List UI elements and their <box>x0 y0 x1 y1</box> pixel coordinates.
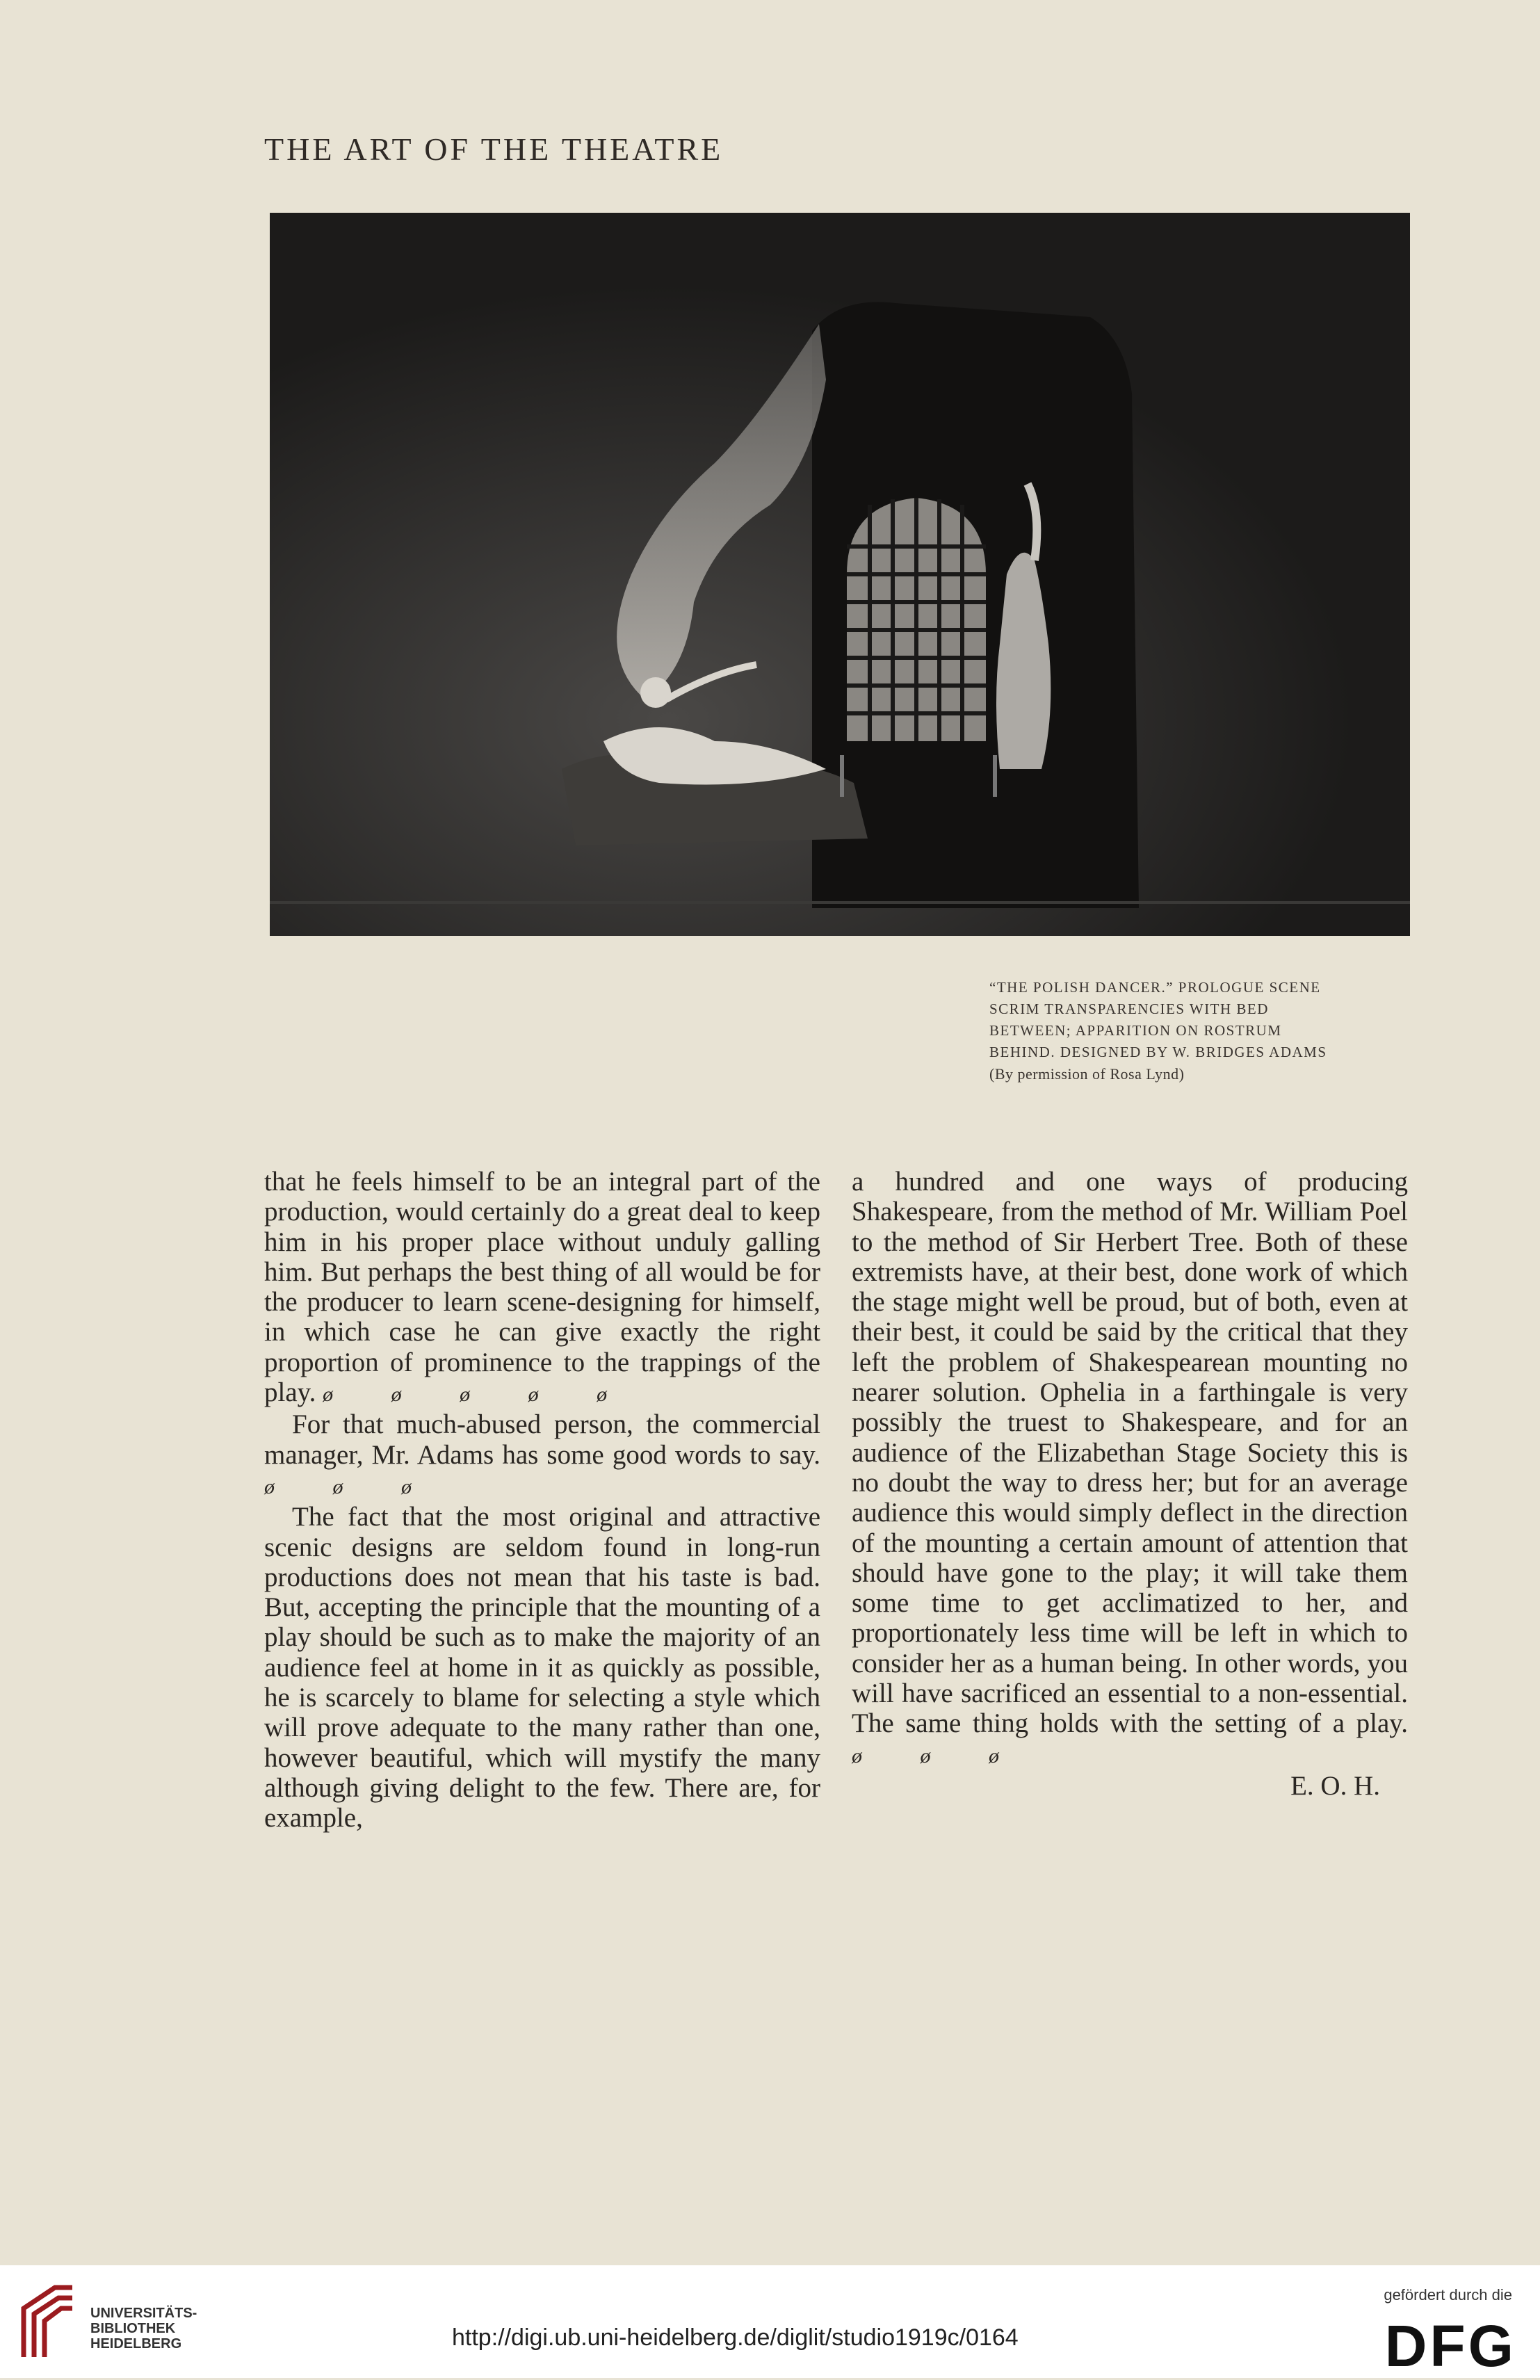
caption-credit: (By permission of Rosa Lynd) <box>989 1065 1185 1083</box>
paragraph <box>264 1167 820 1409</box>
paragraph-text: a hundred and one ways of producing Shakespeare, from the method of Mr. William Poel to the method of Sir Herbert Tree. Both of these extremists have, at their best, done work of which the stage might well be proud, but of both, even at their best, it could be said by the critical that they left the problem of Shakespearean mounting no nearer solution. Ophelia in a farthingale is very possibly the truest to Shakespeare, and for an audience of the Elizabethan Stage Society this is no doubt the way to dress her; but for an average audience this would simply deflect in the direction of the mounting a certain amount of attention that should have gone to the play; it will take them some time to get acclimatized to her, and proportionately less time will be left in which to consider her as a human being. In other words, you will have sacrificed an essential to a non-essential. The same thing holds with the setting of a play. <box>852 1167 1408 1739</box>
funded-by-label: gefördert durch die <box>1384 2286 1512 2304</box>
library-name-line: HEIDELBERG <box>90 2336 182 2351</box>
paragraph: The fact that the most original and attractive scenic designs are seldom found in long-run productions does not mean that his taste is bad. But, accepting the principle that the mounting of a play should be such as to make the majority of an audience feel at home in it as quickly as possible, he is scarcely to blame for selecting a style which will prove adequate to the many rather than one, however beautiful, which will mystify the many although giving delight to the few. There are, for example, <box>264 1502 820 1833</box>
paragraph-text: that he feels himself to be an integral part of the production, would certainly do a great deal to keep him in his proper place without unduly galling him. But perhaps the best thing of all would be for the producer to learn scene-designing for himself, in which case he can give exactly the right proportion of prominence to the trappings of the play. <box>264 1167 820 1408</box>
text-column-left <box>264 1167 820 1833</box>
caption-line: SCRIM TRANSPARENCIES WITH BED <box>989 1001 1269 1017</box>
library-logo-icon <box>17 2281 79 2364</box>
stage-design-plate <box>270 213 1410 936</box>
ornament-row: ø ø ø <box>264 1475 438 1498</box>
running-header: THE ART OF THE THEATRE <box>264 131 724 167</box>
text-column-right <box>852 1167 1408 1801</box>
source-url-link[interactable]: http://digi.ub.uni-heidelberg.de/diglit/studio1919c/0164 <box>452 2324 1019 2351</box>
ornament-row: ø ø ø <box>852 1744 1026 1767</box>
scene-illustration <box>270 213 1410 936</box>
digitization-footer <box>0 2265 1540 2378</box>
ornament-row: ø ø ø ø ø <box>323 1383 634 1407</box>
caption-line: BETWEEN; APPARITION ON ROSTRUM <box>989 1022 1282 1039</box>
caption-line: “THE POLISH DANCER.” PROLOGUE SCENE <box>989 979 1321 996</box>
caption-line: BEHIND. DESIGNED BY W. BRIDGES ADAMS <box>989 1044 1327 1060</box>
paragraph-text: For that much-abused person, the commercial manager, Mr. Adams has some good words to say. <box>264 1409 820 1470</box>
paragraph <box>264 1409 820 1502</box>
figure-caption <box>989 977 1413 1085</box>
author-signature: E. O. H. <box>1290 1770 1380 1801</box>
library-name-line: BIBLIOTHEK <box>90 2321 176 2336</box>
library-name <box>90 2306 197 2351</box>
dfg-logo: DFG <box>1384 2313 1516 2379</box>
library-name-line: UNIVERSITÄTS- <box>90 2306 197 2321</box>
paragraph <box>852 1167 1408 1771</box>
